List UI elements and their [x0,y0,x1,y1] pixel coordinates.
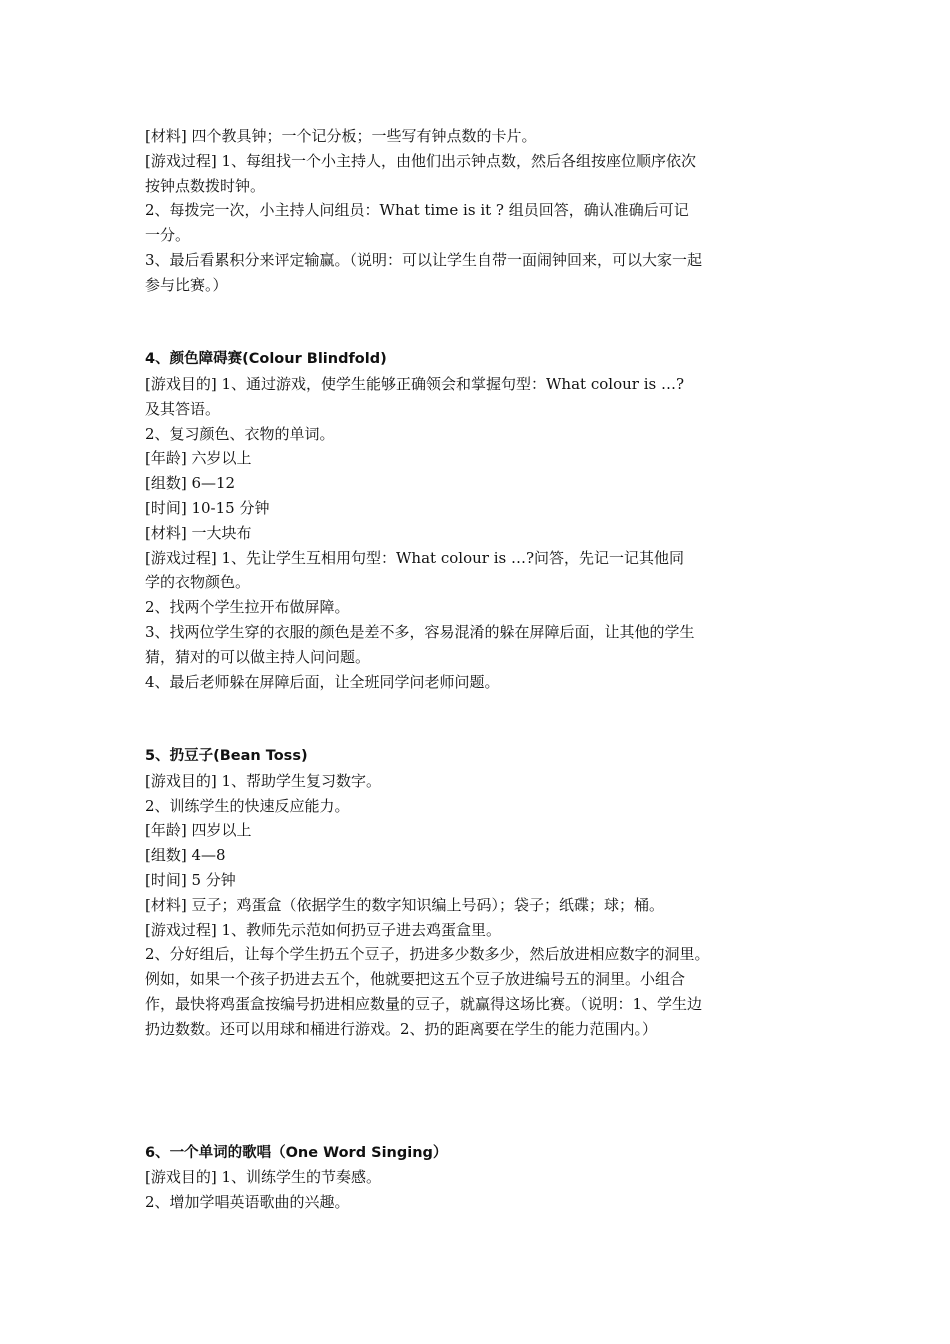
paragraph-line: [游戏目的] 1、训练学生的节奏感。 [145,1168,382,1187]
paragraph-line: [游戏过程] 1、教师先示范如何扔豆子进去鸡蛋盒里。 [145,920,502,939]
paragraph-line: 按钟点数拨时钟。 [145,176,266,195]
paragraph-line: 3、最后看累积分来评定输赢。（说明：可以让学生自带一面闹钟回来，可以大家一起 [145,250,703,269]
spacer [145,694,785,744]
section-6-heading: 6、一个单词的歌唱（One Word Singing） [145,1144,448,1161]
paragraph-line: 扔边数数。还可以用球和桶进行游戏。2、扔的距离要在学生的能力范围内。） [145,1019,658,1038]
paragraph-line: [时间] 10-15 分钟 [145,498,270,517]
document-page [145,124,785,1215]
paragraph-line: 2、增加学唱英语歌曲的兴趣。 [145,1193,350,1212]
paragraph-line: [组数] 6—12 [145,474,236,493]
section-5 [145,744,785,1042]
paragraph-line: 作，最快将鸡蛋盒按编号扔进相应数量的豆子，就赢得这场比赛。（说明：1、学生边 [145,994,703,1013]
paragraph-line: [材料] 四个教具钟；一个记分板；一些写有钟点数的卡片。 [145,127,537,145]
paragraph-line: 4、最后老师躲在屏障后面，让全班同学问老师问题。 [145,672,500,691]
paragraph-line: [组数] 4—8 [145,846,226,865]
paragraph-line: 3、找两位学生穿的衣服的颜色是差不多，容易混淆的躲在屏障后面，让其他的学生 [145,622,695,641]
spacer [145,1041,785,1140]
paragraph-line: 2、分好组后，让每个学生扔五个豆子，扔进多少数多少，然后放进相应数字的洞里。 [145,945,710,964]
section-5-heading: 5、扔豆子(Bean Toss) [145,747,308,764]
paragraph-line: [游戏过程] 1、每组找一个小主持人，由他们出示钟点数，然后各组按座位顺序依次 [145,151,697,170]
paragraph-line: 2、训练学生的快速反应能力。 [145,796,350,815]
section-6 [145,1141,785,1215]
paragraph-line: [材料] 一大块布 [145,523,252,542]
section-3-body [145,124,785,298]
paragraph-line: 2、每拨完一次，小主持人问组员：What time is it ? 组员回答，确认准确后可记 [145,201,689,220]
paragraph-line: [游戏过程] 1、先让学生互相用句型：What colour is …?问答，先记一记其他同 [145,548,684,567]
section-4-heading: 4、颜色障碍赛(Colour Blindfold) [145,351,387,368]
paragraph-line: 及其答语。 [145,399,221,418]
paragraph-line: 2、找两个学生拉开布做屏障。 [145,598,350,617]
paragraph-line: [年龄] 四岁以上 [145,821,252,840]
paragraph-line: 一分。 [145,226,191,245]
paragraph-line: 学的衣物颜色。 [145,573,251,592]
paragraph-line: [游戏目的] 1、帮助学生复习数字。 [145,771,382,790]
section-4 [145,347,785,694]
paragraph-line: 2、复习颜色、衣物的单词。 [145,424,335,443]
paragraph-line: [时间] 5 分钟 [145,870,236,889]
paragraph-line: 猜，猜对的可以做主持人问问题。 [145,647,371,666]
paragraph-line: [年龄] 六岁以上 [145,449,252,468]
spacer [145,298,785,348]
paragraph-line: [游戏目的] 1、通过游戏，使学生能够正确领会和掌握句型：What colour is …? [145,374,684,393]
paragraph-line: [材料] 豆子；鸡蛋盒（依据学生的数字知识编上号码）；袋子；纸碟；球；桶。 [145,895,664,914]
paragraph-line: 参与比赛。） [145,275,228,294]
paragraph-line: 例如，如果一个孩子扔进去五个，他就要把这五个豆子放进编号五的洞里。小组合 [145,970,686,989]
